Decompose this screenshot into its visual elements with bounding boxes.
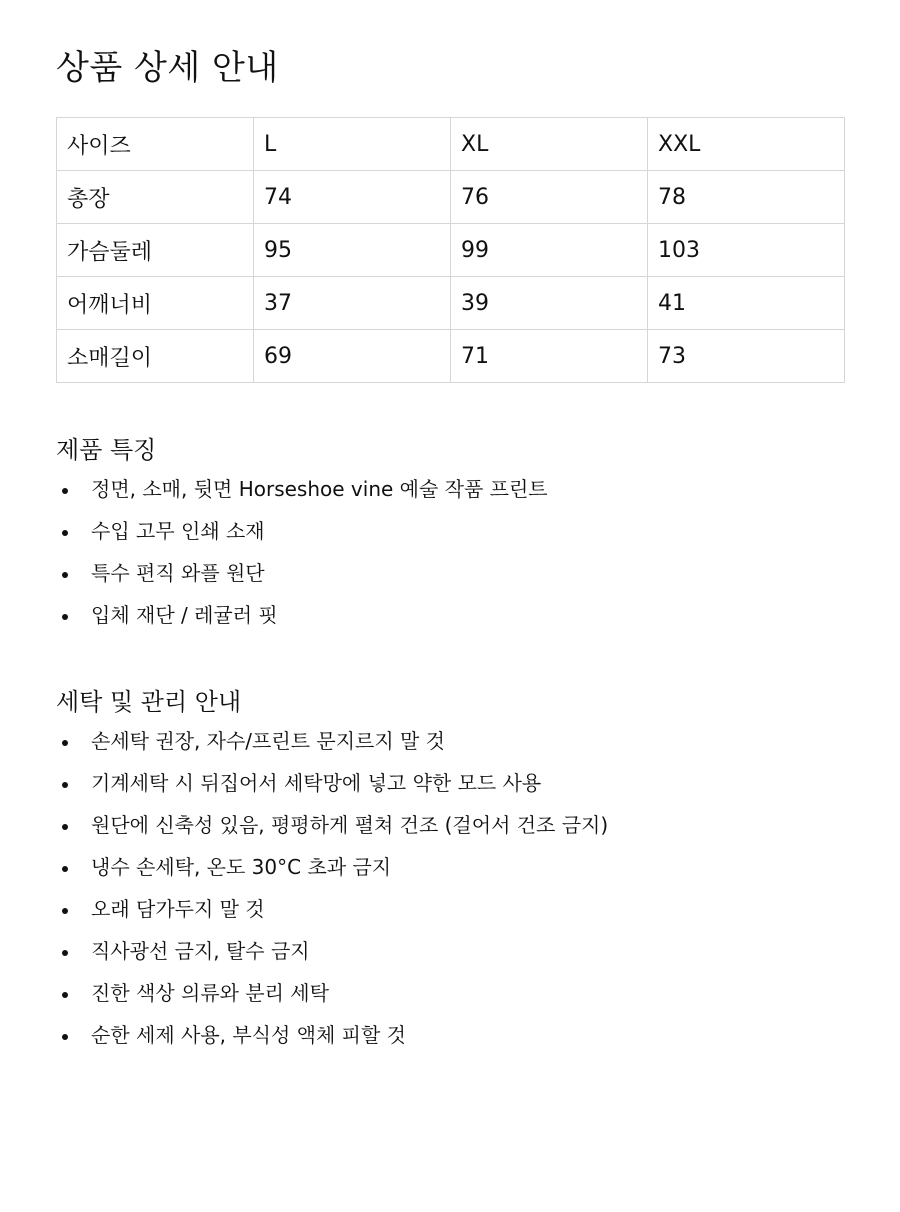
bullet-icon (62, 530, 68, 536)
care-item-text: 오래 담가두지 말 것 (91, 897, 265, 921)
feature-item (56, 469, 844, 511)
care-item (56, 889, 844, 931)
care-list (56, 721, 844, 1057)
feature-item (56, 595, 844, 637)
care-item (56, 805, 844, 847)
bullet-icon (62, 866, 68, 872)
bullet-icon (62, 908, 68, 914)
size-table-header-cell: XXL (648, 118, 845, 171)
feature-item (56, 511, 844, 553)
page-title: 상품 상세 안내 (56, 48, 279, 88)
size-table-header-cell: XL (451, 118, 648, 171)
feature-item-text: 특수 편직 와플 원단 (91, 561, 265, 585)
bullet-icon (62, 950, 68, 956)
size-table-row (57, 330, 845, 383)
features-title: 제품 특징 (56, 436, 157, 464)
feature-item-text: 수입 고무 인쇄 소재 (91, 519, 265, 543)
size-table-cell: 78 (648, 171, 845, 224)
feature-item (56, 553, 844, 595)
care-item-text: 냉수 손세탁, 온도 30°C 초과 금지 (91, 855, 392, 879)
care-item (56, 973, 844, 1015)
care-item-text: 손세탁 권장, 자수/프린트 문지르지 말 것 (91, 729, 446, 753)
size-table-row (57, 277, 845, 330)
size-table-cell: 74 (254, 171, 451, 224)
size-table-cell: 73 (648, 330, 845, 383)
size-table-row (57, 224, 845, 277)
features-list (56, 469, 844, 637)
bullet-icon (62, 614, 68, 620)
bullet-icon (62, 1034, 68, 1040)
bullet-icon (62, 824, 68, 830)
feature-item-text: 정면, 소매, 뒷면 Horseshoe vine 예술 작품 프린트 (91, 477, 548, 501)
bullet-icon (62, 782, 68, 788)
size-table-cell: 37 (254, 277, 451, 330)
care-item (56, 931, 844, 973)
size-table-cell: 99 (451, 224, 648, 277)
bullet-icon (62, 740, 68, 746)
care-title: 세탁 및 관리 안내 (56, 688, 242, 716)
size-table-cell: 69 (254, 330, 451, 383)
size-table-row-label: 가슴둘레 (57, 224, 254, 277)
care-item (56, 847, 844, 889)
feature-item-text: 입체 재단 / 레귤러 핏 (91, 603, 278, 627)
size-table-header-row (57, 118, 845, 171)
size-table-cell: 76 (451, 171, 648, 224)
size-table-cell: 41 (648, 277, 845, 330)
size-table-row-label: 소매길이 (57, 330, 254, 383)
care-item (56, 763, 844, 805)
care-item (56, 721, 844, 763)
size-table-cell: 39 (451, 277, 648, 330)
care-item-text: 진한 색상 의류와 분리 세탁 (91, 981, 329, 1005)
size-table-row (57, 171, 845, 224)
size-table-row-label: 총장 (57, 171, 254, 224)
size-table-cell: 103 (648, 224, 845, 277)
bullet-icon (62, 992, 68, 998)
size-table-row-label: 어깨너비 (57, 277, 254, 330)
care-item-text: 원단에 신축성 있음, 평평하게 펼쳐 건조 (걸어서 건조 금지) (91, 813, 609, 837)
care-item-text: 기계세탁 시 뒤집어서 세탁망에 넣고 약한 모드 사용 (91, 771, 542, 795)
size-table-header-cell: 사이즈 (57, 118, 254, 171)
size-table-cell: 71 (451, 330, 648, 383)
care-item (56, 1015, 844, 1057)
size-table-cell: 95 (254, 224, 451, 277)
care-item-text: 직사광선 금지, 탈수 금지 (91, 939, 310, 963)
bullet-icon (62, 488, 68, 494)
size-table-header-cell: L (254, 118, 451, 171)
bullet-icon (62, 572, 68, 578)
size-table (56, 117, 845, 383)
care-item-text: 순한 세제 사용, 부식성 액체 피할 것 (91, 1023, 406, 1047)
